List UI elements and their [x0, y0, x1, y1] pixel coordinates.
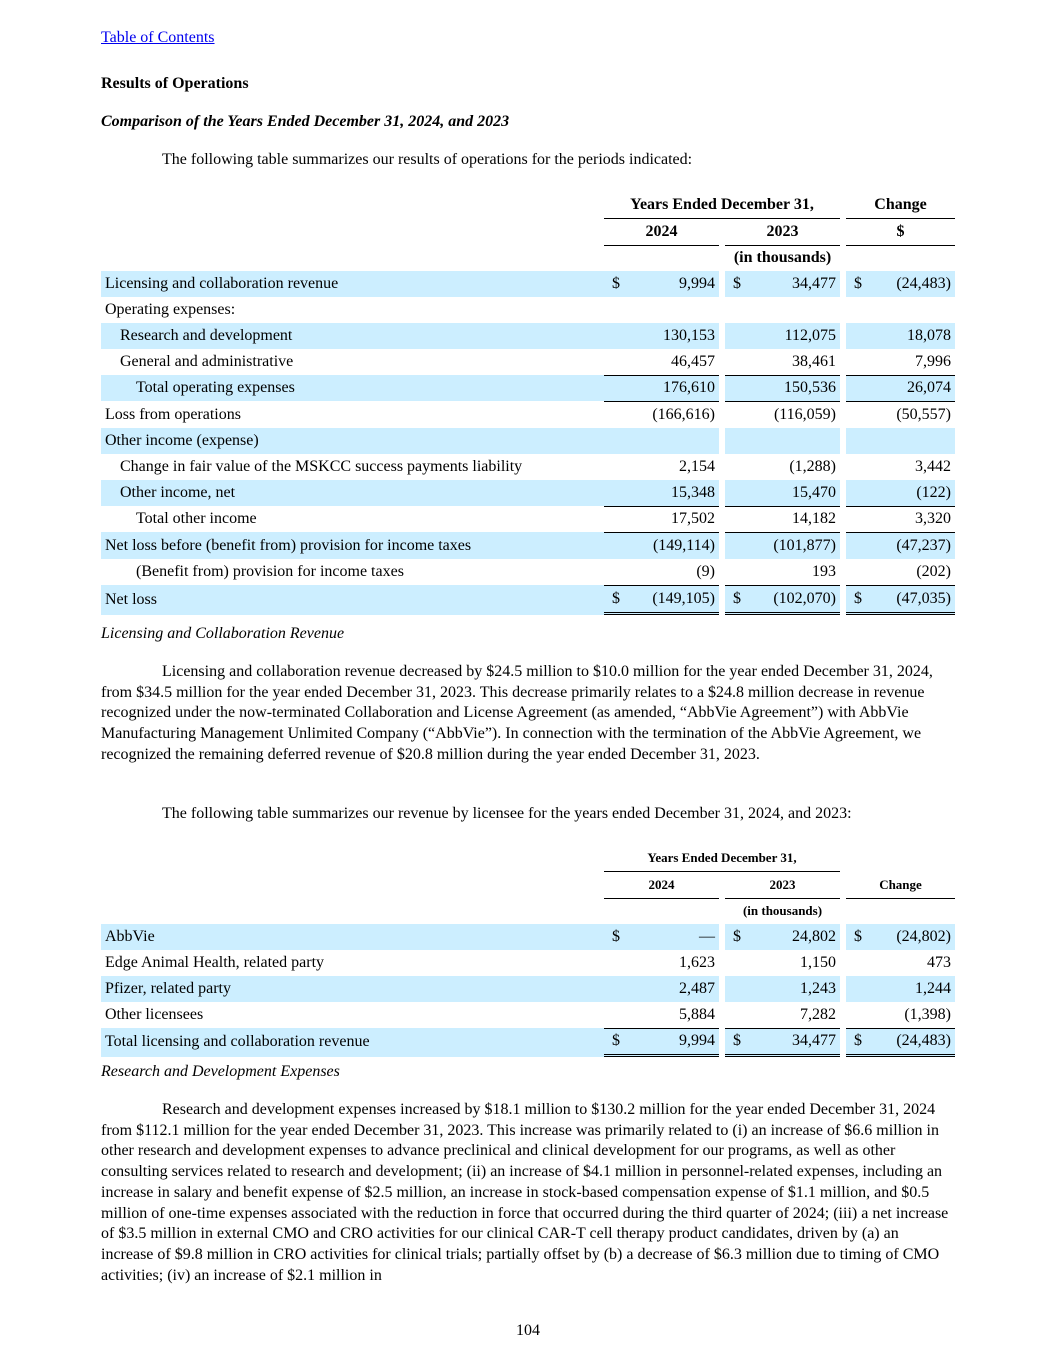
table-of-contents-link[interactable]: Table of Contents: [101, 29, 215, 46]
value-2023: 1,150: [800, 954, 836, 972]
row-label: Licensing and collaboration revenue: [101, 271, 604, 297]
value-2023: 14,182: [747, 506, 840, 533]
row-label: Operating expenses:: [105, 301, 236, 319]
section-heading-results: Results of Operations: [101, 75, 249, 92]
value-2024: (166,616): [626, 401, 719, 428]
rd-expenses-paragraph: Research and development expenses increased by $18.1 million to $130.2 million for the year ended December 31, 2024 from $112.1 million for the year ended December 31, 2023. This increase was primarily related to (i) an increase of $6.6 million in other research and development expenses to advance preclinical and clinical development for our programs, as well as other consulting services related to research and development; (ii) an increase of $4.1 million in personnel-related expenses, including an increase in salary and benefit expense of $2.5 million, an increase in stock-based compensation expense of $1.1 million, and $0.5 million of one-time expenses associated with the reduction in force that occurred during the third quarter of 2024; (iii) a net increase of $3.5 million in external CMO and CRO activities for our clinical CAR-T cell therapy product candidates, driven by (a) an increase of $9.8 million in CRO activities for clinical trials; partially offset by (b) a decrease of $6.3 million due to timing of CMO activities; (iv) an increase of $2.1 million in: [101, 1101, 949, 1284]
table-row: [101, 585, 955, 615]
value-2024: 9,994: [626, 1028, 719, 1058]
row-label: Other income (expense): [101, 428, 604, 454]
table-row: [101, 924, 955, 950]
value-2024: 17,502: [626, 506, 719, 533]
heading-licensing-revenue: Licensing and Collaboration Revenue: [101, 625, 345, 642]
value-2023: (101,877): [747, 532, 840, 559]
value-change: 26,074: [868, 375, 955, 402]
row-label: Other income, net: [101, 480, 604, 506]
value-change: (1,398): [904, 1005, 951, 1023]
value-change: 3,320: [868, 506, 955, 533]
row-label: Change in fair value of the MSKCC success payments liability: [120, 457, 523, 475]
header-2024: 2024: [604, 872, 719, 899]
value-2023: (102,070): [747, 585, 840, 615]
row-label: Total operating expenses: [101, 375, 604, 402]
value-2024: 130,153: [626, 323, 719, 349]
currency: $: [846, 1028, 868, 1058]
row-label: (Benefit from) provision for income taxes: [136, 563, 404, 581]
licensing-revenue-paragraph: Licensing and collaboration revenue decreased by $24.5 million to $10.0 million for the year ended December 31, 2024, from $34.5 million for the year ended December 31, 2023. This decrease primarily relates to a $24.8 million decrease in revenue recognized under the now-terminated Collaboration and License Agreement (as amended, “AbbVie Agreement”) with AbbVie Manufacturing Management Unlimited Company (“AbbVie”). In connection with the termination of the AbbVie Agreement, we recognized the remaining deferred revenue of $20.8 million during the year ended December 31, 2023.: [101, 663, 933, 763]
value-2023: (1,288): [789, 457, 836, 475]
table-row: [101, 454, 955, 480]
value-2024: 5,884: [679, 1005, 715, 1023]
table-row: [101, 349, 955, 375]
units-label: (in thousands): [733, 249, 832, 267]
units-label: (in thousands): [742, 903, 823, 919]
currency: $: [604, 1028, 626, 1058]
results-of-operations-table: [101, 192, 955, 615]
revenue-by-licensee-table: [101, 846, 955, 1057]
value-change: 18,078: [868, 323, 955, 349]
value-2024: 2,487: [626, 976, 719, 1002]
value-2024: 46,457: [671, 352, 715, 370]
header-change: Change: [846, 192, 955, 219]
value-change: (24,483): [868, 1028, 955, 1058]
table-row: [101, 1028, 955, 1058]
header-change: Change: [846, 872, 955, 899]
value-change: (47,035): [868, 585, 955, 615]
row-label: Research and development: [101, 323, 604, 349]
header-years-ended: Years Ended December 31,: [604, 846, 840, 872]
row-label: Net loss: [101, 585, 604, 615]
currency: $: [604, 585, 626, 615]
row-label: Loss from operations: [105, 405, 241, 423]
table-row: [101, 532, 955, 559]
currency: $: [725, 585, 747, 615]
table-row: [101, 401, 955, 428]
value-2023: 7,282: [800, 1005, 836, 1023]
value-change: 1,244: [868, 976, 955, 1002]
row-label: Total licensing and collaboration revenue: [101, 1028, 604, 1058]
value-2023: 193: [812, 563, 836, 581]
currency: $: [725, 271, 747, 297]
intro-paragraph: The following table summarizes our results of operations for the periods indicated:: [162, 151, 693, 168]
header-change-unit: $: [846, 219, 955, 246]
value-2023: 1,243: [747, 976, 840, 1002]
value-change: (202): [916, 563, 951, 581]
currency: $: [604, 924, 626, 950]
value-2024: 9,994: [626, 271, 719, 297]
value-change: 7,996: [915, 352, 951, 370]
table-row: [101, 297, 955, 323]
currency: $: [846, 585, 868, 615]
value-2024: 15,348: [626, 480, 719, 506]
table-row: [101, 1002, 955, 1028]
table-row: [101, 950, 955, 976]
currency: $: [725, 924, 747, 950]
value-change: 473: [927, 954, 951, 972]
heading-rd-expenses: Research and Development Expenses: [101, 1063, 340, 1080]
value-change: 3,442: [915, 457, 951, 475]
value-change: (47,237): [868, 532, 955, 559]
value-2024: (9): [696, 563, 715, 581]
value-2023: 150,536: [747, 375, 840, 402]
table-row: [101, 559, 955, 585]
table-row: [101, 976, 955, 1002]
row-label: Edge Animal Health, related party: [105, 954, 325, 972]
table-row: [101, 271, 955, 297]
table-row: [101, 375, 955, 402]
row-label: Pfizer, related party: [101, 976, 604, 1002]
currency: $: [846, 271, 868, 297]
currency: $: [604, 271, 626, 297]
value-change: (24,802): [868, 924, 955, 950]
value-2024: 1,623: [679, 954, 715, 972]
value-2023: 112,075: [747, 323, 840, 349]
licensee-table-intro: The following table summarizes our revenue by licensee for the years ended December 31, 2024, and 2023:: [162, 805, 852, 822]
header-years-ended: Years Ended December 31,: [604, 192, 840, 219]
value-2023: 34,477: [747, 1028, 840, 1058]
table-row: [101, 428, 955, 454]
row-label: Other licensees: [105, 1005, 204, 1023]
table-row: [101, 480, 955, 506]
table-row: [101, 323, 955, 349]
value-2023: 15,470: [747, 480, 840, 506]
row-label: Net loss before (benefit from) provision for income taxes: [101, 532, 604, 559]
table-row: [101, 506, 955, 533]
header-2024: 2024: [604, 219, 719, 246]
subheading-comparison: Comparison of the Years Ended December 31, 2024, and 2023: [101, 113, 510, 130]
value-2023: 34,477: [747, 271, 840, 297]
currency: $: [725, 1028, 747, 1058]
value-change: (50,557): [868, 401, 955, 428]
value-2024: 2,154: [679, 457, 715, 475]
row-label: Total other income: [136, 509, 257, 527]
value-2023: 24,802: [747, 924, 840, 950]
header-2023: 2023: [725, 219, 840, 246]
value-change: (122): [868, 480, 955, 506]
value-2024: (149,114): [626, 532, 719, 559]
value-2024: —: [626, 924, 719, 950]
value-2023: (116,059): [747, 401, 840, 428]
currency: $: [846, 924, 868, 950]
value-2024: 176,610: [626, 375, 719, 402]
row-label: AbbVie: [101, 924, 604, 950]
header-2023: 2023: [725, 872, 840, 899]
row-label: General and administrative: [120, 352, 294, 370]
value-change: (24,483): [868, 271, 955, 297]
value-2024: (149,105): [626, 585, 719, 615]
page-number: 104: [516, 1322, 540, 1339]
value-2023: 38,461: [792, 352, 836, 370]
